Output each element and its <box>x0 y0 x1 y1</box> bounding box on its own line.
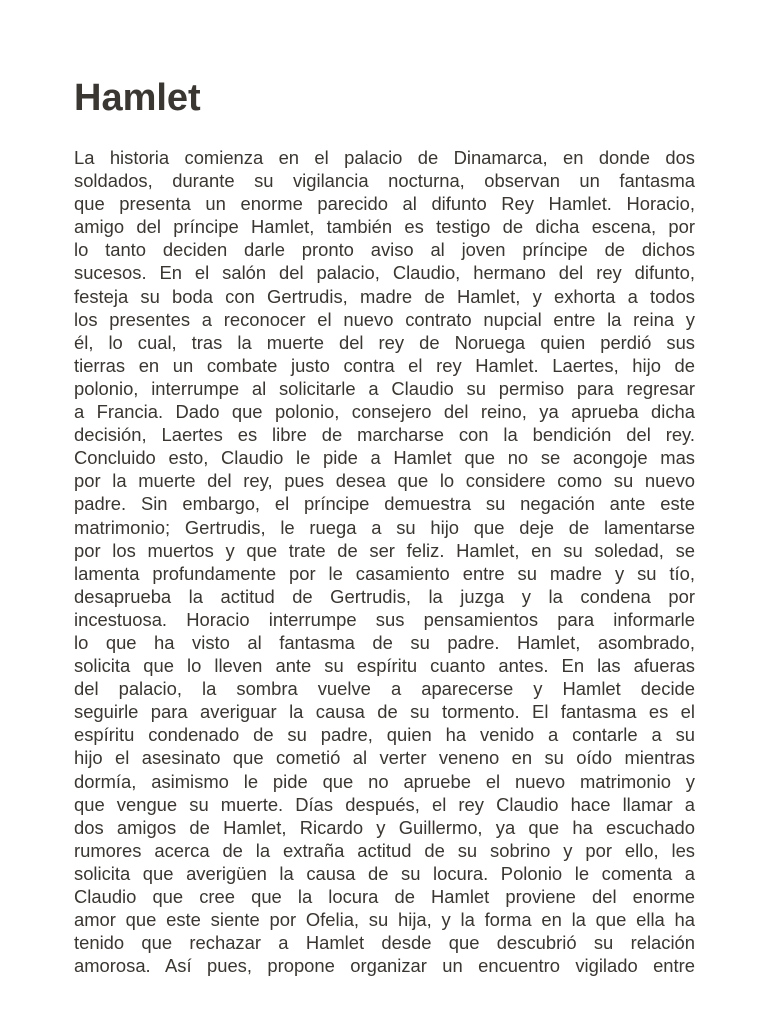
paragraph-line: Concluido esto, Claudio le pide a Hamlet que no se acongoje mas <box>74 447 695 469</box>
paragraph-line: sucesos. En el salón del palacio, Claudio, hermano del rey difunto, <box>74 262 695 284</box>
paragraph-line: espíritu condenado de su padre, quien ha venido a contarle a su <box>74 724 695 746</box>
paragraph-line: decisión, Laertes es libre de marcharse con la bendición del rey. <box>74 424 695 446</box>
paragraph-line: dos amigos de Hamlet, Ricardo y Guillermo, ya que ha escuchado <box>74 816 695 838</box>
paragraph-line: hijo el asesinato que cometió al verter veneno en su oído mientras <box>74 747 695 769</box>
paragraph-line: padre. Sin embargo, el príncipe demuestra su negación ante este <box>74 493 695 515</box>
paragraph-line: matrimonio; Gertrudis, le ruega a su hijo que deje de lamentarse <box>74 516 695 538</box>
paragraph-line: rumores acerca de la extraña actitud de su sobrino y por ello, les <box>74 839 695 861</box>
paragraph-line: incestuosa. Horacio interrumpe sus pensamientos para informarle <box>74 608 695 630</box>
paragraph-line: La historia comienza en el palacio de Dinamarca, en donde dos <box>74 147 695 168</box>
paragraph-line: lamenta profundamente por le casamiento entre su madre y su tío, <box>74 562 695 584</box>
paragraph-line: solicita que averigüen la causa de su locura. Polonio le comenta a <box>74 862 695 884</box>
paragraph-line: festeja su boda con Gertrudis, madre de Hamlet, y exhorta a todos <box>74 285 695 307</box>
paragraph-line: solicita que lo lleven ante su espíritu cuanto antes. En las afueras <box>74 655 695 677</box>
paragraph-line: por la muerte del rey, pues desea que lo considere como su nuevo <box>74 470 695 492</box>
paragraph-line: soldados, durante su vigilancia nocturna, observan un fantasma <box>74 170 695 192</box>
paragraph-line: los presentes a reconocer el nuevo contrato nupcial entre la reina y <box>74 308 695 330</box>
paragraph-line: que vengue su muerte. Días después, el rey Claudio hace llamar a <box>74 793 695 815</box>
paragraph-line: por los muertos y que trate de ser feliz. Hamlet, en su soledad, se <box>74 539 695 561</box>
paragraph-line: amorosa. Así pues, propone organizar un encuentro vigilado entre <box>74 955 695 977</box>
paragraph-line: polonio, interrumpe al solicitarle a Claudio su permiso para regresar <box>74 377 695 399</box>
paragraph-line: él, lo cual, tras la muerte del rey de Noruega quien perdió sus <box>74 331 695 353</box>
paragraph-line: seguirle para averiguar la causa de su tormento. El fantasma es el <box>74 701 695 723</box>
paragraph-line: lo que ha visto al fantasma de su padre. Hamlet, asombrado, <box>74 631 695 653</box>
paragraph-line: lo tanto deciden darle pronto aviso al joven príncipe de dichos <box>74 239 695 261</box>
paragraph-line: amigo del príncipe Hamlet, también es testigo de dicha escena, por <box>74 216 695 238</box>
paragraph-line: tenido que rechazar a Hamlet desde que descubrió su relación <box>74 932 695 954</box>
paragraph-line: dormía, asimismo le pide que no apruebe el nuevo matrimonio y <box>74 770 695 792</box>
paragraph-line: a Francia. Dado que polonio, consejero del reino, ya aprueba dicha <box>74 401 695 423</box>
paragraph-line: que presenta un enorme parecido al difunto Rey Hamlet. Horacio, <box>74 193 695 215</box>
paragraph-line: desaprueba la actitud de Gertrudis, la juzga y la condena por <box>74 585 695 607</box>
paragraph-line: Claudio que cree que la locura de Hamlet proviene del enorme <box>74 886 695 907</box>
paragraph-line: tierras en un combate justo contra el rey Hamlet. Laertes, hijo de <box>74 354 695 376</box>
document-title: Hamlet <box>74 77 201 119</box>
paragraph-line: amor que este siente por Ofelia, su hija, y la forma en la que ella ha <box>74 909 695 931</box>
document-body <box>74 146 695 977</box>
paragraph-line: del palacio, la sombra vuelve a aparecerse y Hamlet decide <box>74 678 695 700</box>
